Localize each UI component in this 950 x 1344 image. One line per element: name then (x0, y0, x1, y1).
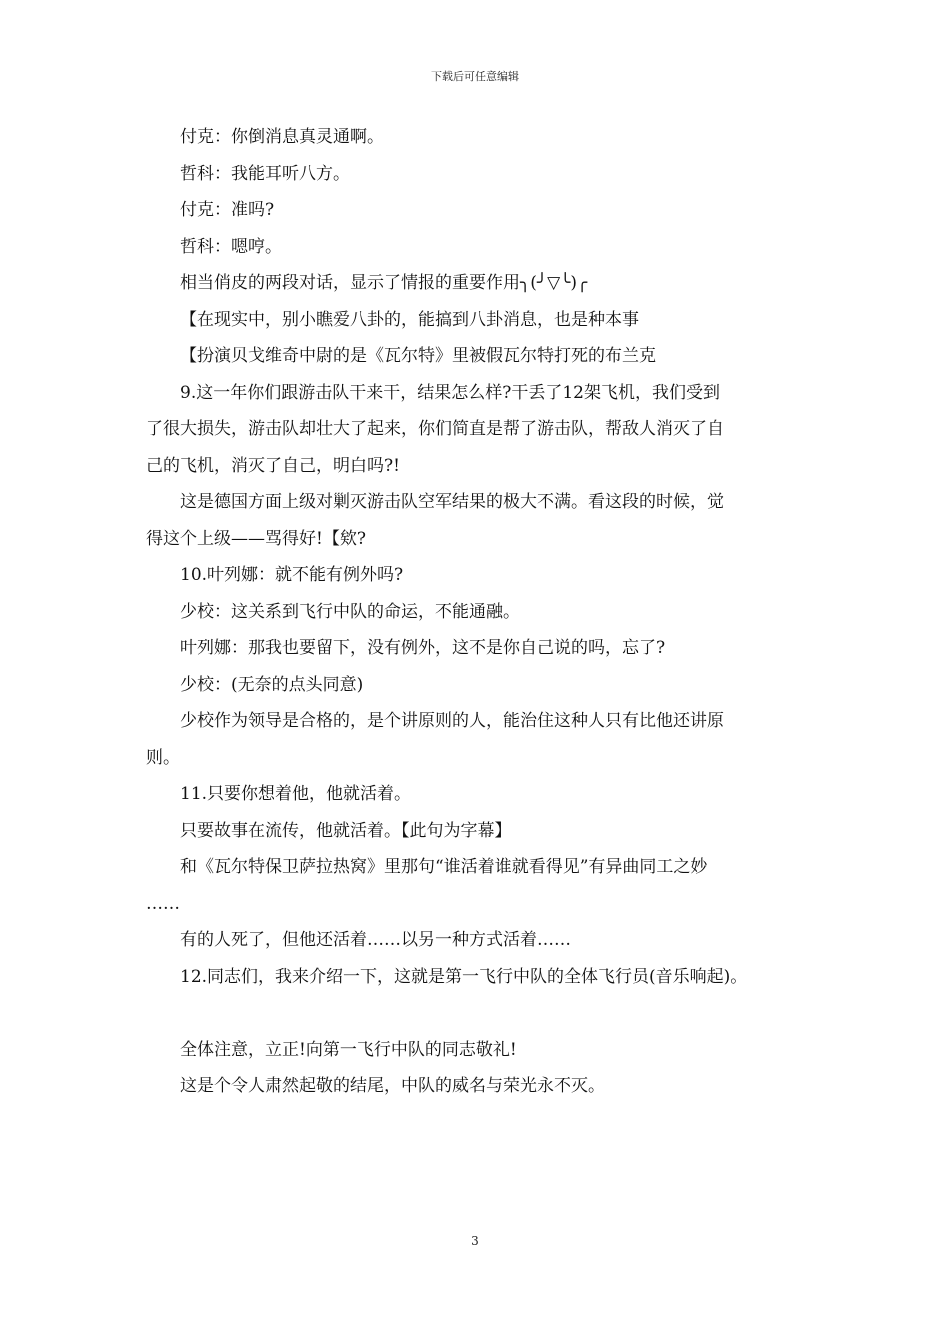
document-body (146, 119, 814, 1105)
paragraph-line: 付克：准吗? (180, 200, 275, 220)
paragraph-line: …… (146, 893, 180, 914)
paragraph-line: 【在现实中，别小瞧爱八卦的，能搞到八卦消息，也是种本事 (180, 309, 639, 330)
page-header: 下载后可任意编辑 (431, 70, 519, 83)
paragraph-line: 己的飞机，消灭了自己，明白吗?! (146, 455, 400, 476)
paragraph-line: 12.同志们，我来介绍一下，这就是第一飞行中队的全体飞行员(音乐响起)。 (180, 966, 748, 987)
paragraph-line: 哲科：我能耳听八方。 (180, 163, 350, 184)
paragraph-line: 11.只要你想着他，他就活着。 (180, 784, 412, 804)
paragraph-line: 这是德国方面上级对剿灭游击队空军结果的极大不满。看这段的时候，觉 (180, 492, 724, 512)
paragraph-line: 则。 (146, 747, 180, 768)
paragraph-line: 只要故事在流传，他就活着。【此句为字幕】 (180, 820, 512, 841)
paragraph-line: 付克：你倒消息真灵通啊。 (180, 127, 384, 147)
paragraph-line: 有的人死了，但他还活着……以另一种方式活着…… (180, 930, 571, 950)
paragraph-line: 哲科：嗯哼。 (180, 236, 282, 257)
paragraph-line: 【扮演贝戈维奇中尉的是《瓦尔特》里被假瓦尔特打死的布兰克 (180, 346, 656, 366)
paragraph-line: 少校作为领导是合格的，是个讲原则的人，能治住这种人只有比他还讲原 (180, 711, 724, 731)
paragraph-line: 叶列娜：那我也要留下，没有例外，这不是你自己说的吗，忘了? (180, 638, 666, 658)
paragraph-line: 全体注意，立正!向第一飞行中队的同志敬礼! (180, 1039, 517, 1060)
page-number: 3 (471, 1234, 479, 1248)
paragraph-line: 少校：这关系到飞行中队的命运，不能通融。 (180, 601, 520, 622)
paragraph-line: 相当俏皮的两段对话，显示了情报的重要作用╮(╯▽╰)╭ (180, 273, 588, 293)
paragraph-line: 少校：(无奈的点头同意) (180, 674, 364, 695)
paragraph-line: 这是个令人肃然起敬的结尾，中队的威名与荣光永不灭。 (180, 1076, 605, 1096)
paragraph-line: 和《瓦尔特保卫萨拉热窝》里那句“谁活着谁就看得见”有异曲同工之妙 (180, 857, 708, 877)
paragraph-line: 10.叶列娜：就不能有例外吗? (180, 565, 404, 585)
paragraph-line: 了很大损失，游击队却壮大了起来，你们简直是帮了游击队，帮敌人消灭了自 (146, 419, 724, 439)
paragraph-line: 9.这一年你们跟游击队干来干，结果怎么样?干丢了12架飞机，我们受到 (180, 382, 720, 403)
paragraph-line: 得这个上级——骂得好!【欸? (146, 528, 366, 549)
blank-line (146, 995, 814, 1032)
